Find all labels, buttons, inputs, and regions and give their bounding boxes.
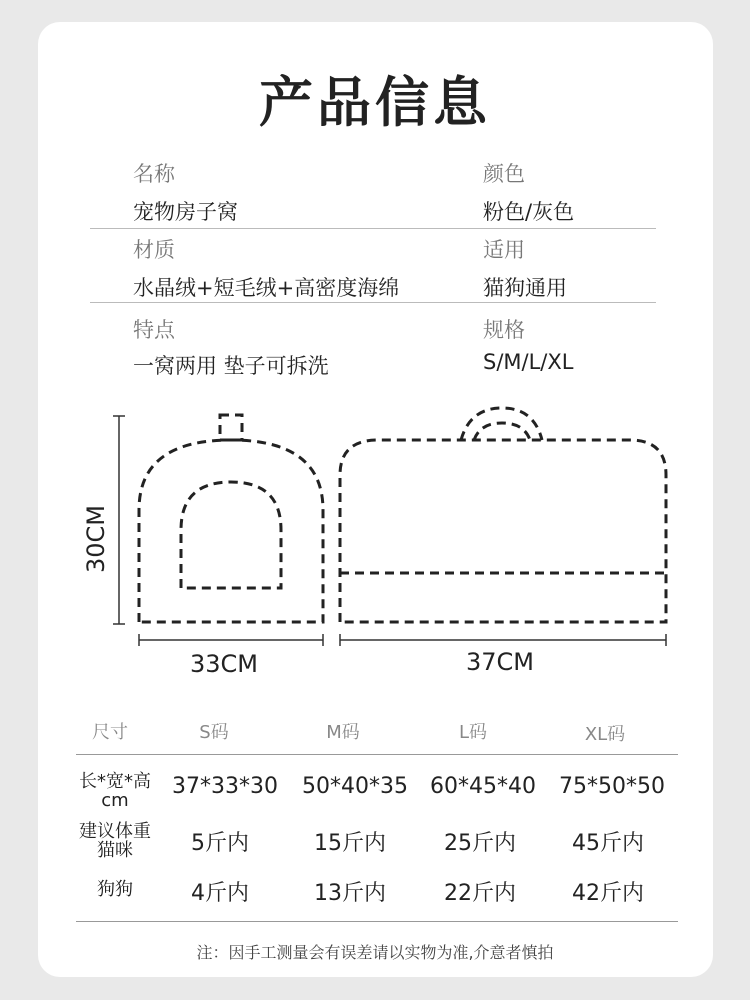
front-view-handle bbox=[220, 415, 242, 440]
front-view-outline bbox=[139, 440, 323, 622]
table-cell: 13斤内 bbox=[314, 881, 386, 906]
material-label: 材质 bbox=[133, 238, 175, 262]
table-header-m: M码 bbox=[326, 722, 360, 743]
table-cell: 37*33*30 bbox=[172, 774, 278, 799]
table-cell: 50*40*35 bbox=[302, 774, 408, 799]
table-header-xl: XL码 bbox=[584, 724, 626, 745]
table-cell: 15斤内 bbox=[314, 831, 386, 856]
table-cell: 45斤内 bbox=[572, 831, 644, 856]
table-cell: 42斤内 bbox=[572, 881, 644, 906]
name-label: 名称 bbox=[133, 162, 175, 186]
suitable-value: 猫狗通用 bbox=[483, 276, 567, 300]
table-header-s: S码 bbox=[199, 722, 229, 743]
table-header-size: 尺寸 bbox=[92, 722, 128, 743]
table-cell: 25斤内 bbox=[444, 831, 516, 856]
suitable-label: 适用 bbox=[483, 238, 525, 262]
table-row-label: 长*宽*高 cm bbox=[79, 771, 151, 811]
measurement-note: 注：因手工测量会有误差请以实物为准,介意者慎拍 bbox=[196, 943, 554, 962]
name-value: 宠物房子窝 bbox=[133, 200, 238, 224]
feature-label: 特点 bbox=[133, 318, 175, 342]
front-view-door bbox=[181, 482, 281, 588]
table-cell: 22斤内 bbox=[444, 881, 516, 906]
side-view-outline bbox=[340, 440, 666, 622]
spec-value: S/M/L/XL bbox=[483, 350, 574, 374]
table-divider bbox=[76, 754, 678, 755]
color-value: 粉色/灰色 bbox=[483, 200, 575, 224]
material-value: 水晶绒+短毛绒+高密度海绵 bbox=[133, 276, 400, 300]
length-dimension-label: 37CM bbox=[466, 648, 535, 676]
color-label: 颜色 bbox=[483, 162, 525, 186]
table-cell: 75*50*50 bbox=[559, 774, 665, 799]
table-cell: 4斤内 bbox=[191, 881, 249, 906]
table-row-label: 建议体重 猫咪 bbox=[79, 821, 151, 861]
width-dimension-label: 33CM bbox=[190, 650, 259, 678]
page-title: 产品信息 bbox=[259, 71, 491, 134]
feature-value: 一窝两用 垫子可拆洗 bbox=[133, 354, 329, 378]
table-row-label: 狗狗 bbox=[97, 879, 133, 900]
side-view-handle-inner bbox=[474, 423, 530, 440]
height-dimension-label: 30CM bbox=[82, 505, 110, 574]
table-header-l: L码 bbox=[458, 722, 488, 743]
table-divider bbox=[76, 921, 678, 922]
spec-label: 规格 bbox=[483, 318, 525, 342]
table-cell: 60*45*40 bbox=[430, 774, 536, 799]
table-cell: 5斤内 bbox=[191, 831, 249, 856]
